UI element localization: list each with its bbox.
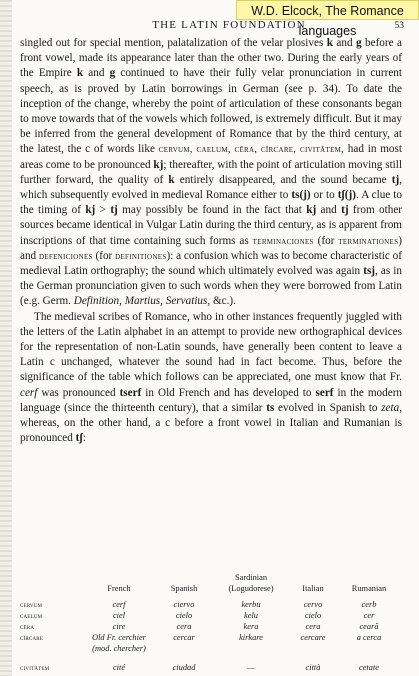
phonetic-term: tserf	[119, 386, 142, 399]
table-cell: ciervo	[173, 600, 195, 609]
text-run: . A clue to the timing of	[20, 189, 403, 217]
text-run: (for	[313, 234, 339, 247]
table-cell: cité	[112, 663, 126, 672]
german-examples: Definition, Martius, Servatius,	[73, 295, 211, 308]
table-cell: kera	[243, 622, 259, 631]
latin-word-list: cervum, caelum, cēra, cĭrcare, civitātem,	[158, 144, 344, 156]
body-text	[20, 36, 402, 446]
table-cell: cercare	[300, 633, 326, 642]
inscription-form: defeniciones	[38, 250, 93, 262]
table-row	[20, 599, 402, 610]
table-cell: cer	[363, 611, 375, 620]
text-run: , as in the German pronunciation given to such words when they were borrowed from Latin (e.g. Germ.	[20, 265, 402, 308]
text-run: from other sources became identical in Vulgar Latin during the third century, as is apparent from inscriptions of that time containing such forms as	[20, 204, 403, 247]
table-cell: kirkare	[239, 633, 263, 642]
text-run: in the modern language (since the thirteenth century), that a similar	[20, 386, 403, 414]
source-annotation: W.D. Elcock, The Romance languages	[236, 0, 419, 20]
table-cell: kelu	[244, 611, 258, 620]
table-row	[20, 621, 402, 632]
table-cell: caelum	[20, 611, 43, 620]
paragraph-1	[20, 36, 402, 310]
table-cell: a cerca	[356, 633, 382, 642]
table-header-row	[20, 572, 402, 594]
text-run: , which subsequently evolved in medieval Romance either to	[20, 173, 402, 202]
modern-french-form: (mod. chercher)	[92, 644, 146, 653]
letter-c: c	[85, 143, 91, 156]
header-logudorese: (Logudorese)	[228, 584, 274, 593]
header-cell	[212, 572, 290, 594]
page-binding-edge	[0, 0, 12, 676]
phonetic-term: tj	[110, 204, 118, 217]
table-cell: cielo	[175, 611, 193, 620]
header-cell	[336, 572, 402, 594]
table-cell: cielo	[304, 611, 322, 620]
text-run: continued to have their fully velar pronunciation in current speech, as is proved by Latin borrowings in German (see p. 34). To date the inception of the change, whereby the point of articulation of these consonants began to move towards that of the vowels which followed, is extremely difficult. But it may be inferred from the general development of Romance that by the third century, at the latest, the	[20, 67, 402, 156]
phonetic-term: tj	[341, 204, 349, 217]
table-cell	[82, 632, 156, 654]
header-cell	[290, 572, 336, 594]
text-run: :	[82, 432, 86, 445]
old-french-form: Old Fr. cerchier	[92, 633, 146, 642]
header-cell	[82, 572, 156, 594]
table-cell: cervo	[303, 600, 323, 609]
table-cell: cĭrcare	[20, 633, 44, 642]
text-run: in Old French and has developed to	[141, 386, 316, 399]
table-cell: cire	[112, 622, 126, 631]
paragraph-2	[20, 310, 402, 447]
french-word: cerf	[20, 386, 38, 399]
header-sardinian: Sardinian	[234, 573, 268, 582]
text-run: may possibly be found in the fact that	[117, 204, 307, 217]
phonetic-term: kj	[153, 158, 164, 171]
text-run: before a front vowel, made its appearance later than the other two. During the early years of the Empire	[20, 37, 402, 80]
phonetic-term: serf	[315, 386, 334, 399]
header-italian: Italian	[302, 584, 324, 593]
phonetic-term: kj	[306, 204, 317, 217]
header-cell	[156, 572, 212, 594]
text-run: was pronounced	[37, 386, 120, 399]
text-run: >	[95, 204, 111, 217]
text-run: singled out for special mention, palatalization of the velar plosives	[20, 37, 327, 49]
text-run: and	[332, 37, 356, 49]
table-cell: cera	[176, 622, 192, 631]
table-cell: città	[305, 663, 321, 672]
text-run: had in most areas come to be pronounced	[20, 143, 402, 171]
phonetic-term: tj	[391, 173, 400, 186]
spanish-word: zeta	[381, 401, 400, 414]
phonetic-term: kj	[85, 204, 96, 217]
comparison-table	[20, 572, 402, 673]
table-row	[20, 610, 402, 621]
header-spanish: Spanish	[170, 584, 198, 593]
text-run: and	[83, 67, 110, 80]
text-run: , whereas, on the other hand, a	[20, 401, 403, 430]
table-row	[20, 632, 402, 654]
text-run: ) and	[20, 234, 402, 262]
phonetic-term: g	[109, 67, 116, 80]
letter-c: c	[165, 417, 171, 430]
page-number: 53	[394, 21, 404, 31]
text-run: ; thereafter, with the point of articulation moving still further forward, the quality of	[20, 158, 402, 186]
phonetic-term: k	[326, 37, 333, 49]
table-cell: ciudad	[172, 663, 196, 672]
phonetic-term: tsj	[363, 265, 376, 278]
table-cell: kerbu	[241, 600, 261, 609]
text-run: unchanged, whatever the sound had in fact become. Thus, before the significance of the table which follows can be appreciated, one must know that Fr.	[20, 356, 402, 384]
table-cell: cervum	[20, 600, 43, 609]
phonetic-term: k	[76, 67, 84, 80]
table-cell: cetate	[359, 663, 379, 672]
table-cell: cerf	[112, 600, 126, 609]
table-cell: cercar	[173, 633, 195, 642]
running-head: THE LATIN FOUNDATION	[152, 19, 306, 31]
phonetic-term: ts	[266, 401, 275, 414]
phonetic-term: tʃ	[75, 432, 83, 445]
table-cell: —	[247, 663, 255, 672]
text-run: ): a confusion which was to become characteristic of medieval Latin orthography; the sound which ultimately evolved was again	[20, 249, 402, 278]
header-rumanian: Rumanian	[351, 584, 387, 593]
text-run: of words like	[90, 143, 159, 156]
table-cell: ciel	[112, 611, 126, 620]
text-run: The medieval scribes of Romance, who in other instances frequently juggled with the letters of the Latin alphabet in an attempt to provide new orthographical devices for the representation of non-Latin sounds, have generally been content to leave a Latin	[20, 310, 402, 369]
inscription-form: terminaciones	[252, 235, 314, 247]
inscription-form: definitiones	[115, 250, 167, 262]
table-cell: cēra	[20, 622, 35, 631]
text-run: or to	[310, 189, 338, 202]
text-run: entirely disappeared, and the sound became	[174, 173, 392, 186]
table-cell: cerb	[361, 600, 377, 609]
header-french: French	[107, 584, 131, 593]
table-row	[20, 662, 402, 673]
phonetic-term: ts(j)	[291, 189, 311, 202]
text-run: &c.).	[210, 295, 236, 308]
text-run: before a front vowel in Italian and Rumanian is pronounced	[20, 417, 403, 445]
text-run: (for	[92, 249, 116, 262]
table-cell: civitātem	[20, 663, 50, 672]
text-run: evolved in Spanish to	[274, 401, 382, 414]
phonetic-term: tʃ(j)	[337, 189, 356, 202]
phonetic-term: k	[168, 173, 175, 186]
table-cell: cera	[305, 622, 321, 631]
phonetic-term: g	[356, 37, 362, 49]
letter-c: c	[49, 356, 55, 369]
table-cell: ceară	[359, 622, 379, 631]
inscription-form: terminationes	[338, 235, 399, 247]
text-run: and	[316, 204, 342, 217]
